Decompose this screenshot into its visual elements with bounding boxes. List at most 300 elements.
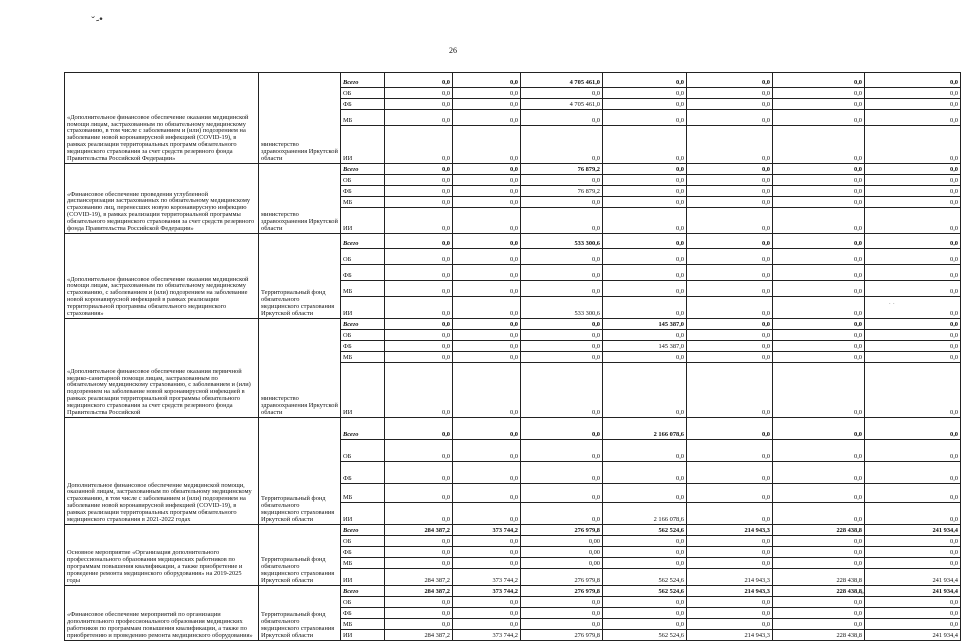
amount-cell: 228 438,8	[773, 569, 865, 586]
amount-cell: 214 943,3	[687, 569, 773, 586]
amount-cell: 0,0	[773, 547, 865, 558]
funding-source: МБ	[341, 352, 385, 363]
responsible-organization: министерство здравоохранения Иркутской области	[259, 73, 341, 164]
amount-cell: 0,0	[865, 503, 961, 525]
amount-cell: 0,0	[385, 265, 453, 281]
amount-cell: 0,0	[773, 330, 865, 341]
amount-cell: 0,0	[687, 536, 773, 547]
funding-source: ОБ	[341, 330, 385, 341]
amount-cell: 0,0	[773, 341, 865, 352]
table-row	[65, 164, 961, 175]
funding-source: ИИ	[341, 630, 385, 641]
amount-cell: 276 979,8	[521, 586, 603, 597]
amount-cell: 562 524,6	[603, 586, 687, 597]
amount-cell: 0,0	[385, 126, 453, 164]
amount-cell: 0,0	[687, 249, 773, 265]
amount-cell: 0,0	[773, 352, 865, 363]
amount-cell: 373 744,2	[453, 525, 521, 536]
amount-cell: 0,0	[385, 234, 453, 249]
funding-source: ИИ	[341, 363, 385, 418]
ink-mark: ˇ-•	[90, 12, 105, 28]
amount-cell: 241 934,4	[865, 586, 961, 597]
measure-description: «Дополнительное финансовое обеспечение оказания первичной медико-санитарной помощи лицам, застрахованным по обязательному медицинскому страхованию, с заболеванием и (или) подозрением на заболевание новой коронавирусной инфекцией в рамках реализации территориальной программы обязательного медицинского страхования за счет средств резервного фонда Правительства Российской	[65, 319, 259, 418]
amount-cell: 0,0	[687, 330, 773, 341]
amount-cell: 0,0	[687, 558, 773, 569]
amount-cell: 0,0	[865, 281, 961, 297]
amount-cell: 0,0	[773, 99, 865, 110]
amount-cell: 0,00	[521, 536, 603, 547]
amount-cell: 0,0	[453, 597, 521, 608]
amount-cell: 0,0	[865, 99, 961, 110]
amount-cell: 0,0	[773, 175, 865, 186]
funding-source: ИИ	[341, 297, 385, 319]
amount-cell: 0,0	[603, 619, 687, 630]
funding-source: ФБ	[341, 341, 385, 352]
amount-cell: 0,0	[687, 88, 773, 99]
amount-cell: 0,0	[453, 234, 521, 249]
funding-source: ОБ	[341, 88, 385, 99]
amount-cell: 0,0	[603, 608, 687, 619]
amount-cell: 0,0	[603, 440, 687, 462]
funding-source: ФБ	[341, 608, 385, 619]
amount-cell: 0,0	[773, 234, 865, 249]
amount-cell: 0,0	[773, 440, 865, 462]
amount-cell: 0,0	[521, 341, 603, 352]
amount-cell: 0,0	[521, 197, 603, 208]
funding-source: ФБ	[341, 265, 385, 281]
amount-cell: 0,0	[865, 608, 961, 619]
amount-cell: 0,0	[865, 249, 961, 265]
amount-cell: 0,0	[453, 547, 521, 558]
amount-cell: 228 438,8	[773, 630, 865, 641]
amount-cell: 533 300,6	[521, 234, 603, 249]
amount-cell: 0,0	[453, 418, 521, 440]
amount-cell: 0,0	[687, 608, 773, 619]
amount-cell: 373 744,2	[453, 630, 521, 641]
amount-cell: 0,0	[603, 186, 687, 197]
amount-cell: 0,0	[773, 363, 865, 418]
amount-cell: 0,0	[603, 558, 687, 569]
amount-cell: 0,0	[865, 319, 961, 330]
amount-cell: 0,0	[865, 126, 961, 164]
amount-cell: 0,0	[453, 281, 521, 297]
amount-cell: 0,0	[453, 175, 521, 186]
amount-cell: 0,0	[687, 418, 773, 440]
amount-cell: 0,0	[687, 99, 773, 110]
amount-cell: 0,0	[603, 164, 687, 175]
amount-cell: 0,0	[521, 126, 603, 164]
amount-cell: 145 387,0	[603, 341, 687, 352]
amount-cell: 0,0	[453, 558, 521, 569]
amount-cell: 0,00	[521, 558, 603, 569]
amount-cell: 0,0	[865, 418, 961, 440]
amount-cell: 0,0	[603, 484, 687, 503]
amount-cell: 0,0	[865, 208, 961, 234]
amount-cell: 0,0	[453, 363, 521, 418]
amount-cell: 0,0	[521, 418, 603, 440]
amount-cell: 0,0	[385, 208, 453, 234]
amount-cell: 76 879,2	[521, 164, 603, 175]
amount-cell: 0,0	[865, 297, 961, 319]
amount-cell: 0,0	[773, 503, 865, 525]
table-row	[65, 525, 961, 536]
responsible-organization: министерство здравоохранения Иркутской области	[259, 164, 341, 234]
amount-cell: 562 524,6	[603, 569, 687, 586]
amount-cell: 0,0	[385, 608, 453, 619]
amount-cell: 214 943,3	[687, 586, 773, 597]
funding-source: МБ	[341, 619, 385, 630]
table-row	[65, 418, 961, 440]
funding-source: МБ	[341, 558, 385, 569]
amount-cell: 0,0	[521, 249, 603, 265]
amount-cell: 373 744,2	[453, 586, 521, 597]
amount-cell: 0,0	[865, 265, 961, 281]
amount-cell: 0,0	[603, 597, 687, 608]
funding-source: ОБ	[341, 175, 385, 186]
amount-cell: 0,0	[521, 440, 603, 462]
amount-cell: 0,0	[865, 73, 961, 88]
amount-cell: 0,0	[521, 597, 603, 608]
amount-cell: 0,0	[687, 619, 773, 630]
amount-cell: 0,0	[687, 440, 773, 462]
amount-cell: 0,0	[865, 619, 961, 630]
amount-cell: 0,0	[687, 186, 773, 197]
amount-cell: 0,0	[603, 208, 687, 234]
funding-source: МБ	[341, 484, 385, 503]
amount-cell: 0,0	[865, 536, 961, 547]
amount-cell: 0,0	[603, 88, 687, 99]
amount-cell: 0,0	[687, 110, 773, 126]
amount-cell: 0,0	[865, 363, 961, 418]
amount-cell: 0,0	[385, 330, 453, 341]
funding-source: ИИ	[341, 126, 385, 164]
trailing-mark: ».	[861, 590, 866, 596]
amount-cell: 0,0	[521, 175, 603, 186]
amount-cell: 0,0	[385, 619, 453, 630]
funding-source: ИИ	[341, 569, 385, 586]
amount-cell: 0,0	[603, 175, 687, 186]
amount-cell: 0,0	[687, 547, 773, 558]
amount-cell: 0,0	[773, 536, 865, 547]
amount-cell: 284 387,2	[385, 569, 453, 586]
amount-cell: 0,0	[687, 164, 773, 175]
funding-source: МБ	[341, 281, 385, 297]
amount-cell: 0,0	[687, 73, 773, 88]
amount-cell: 0,0	[773, 164, 865, 175]
amount-cell: 0,0	[865, 175, 961, 186]
amount-cell: 0,0	[453, 110, 521, 126]
funding-source: ФБ	[341, 462, 385, 484]
amount-cell: 0,0	[687, 208, 773, 234]
table-row	[65, 586, 961, 597]
amount-cell: 276 979,8	[521, 525, 603, 536]
amount-cell: 0,0	[385, 418, 453, 440]
amount-cell: 0,0	[773, 418, 865, 440]
amount-cell: 0,0	[603, 330, 687, 341]
funding-source: Всего	[341, 319, 385, 330]
amount-cell: 284 387,2	[385, 586, 453, 597]
amount-cell: 0,0	[687, 197, 773, 208]
amount-cell: 0,0	[603, 99, 687, 110]
funding-source: Всего	[341, 73, 385, 88]
amount-cell: 241 934,4	[865, 525, 961, 536]
amount-cell: 0,0	[773, 73, 865, 88]
page-number: 26	[449, 46, 457, 55]
amount-cell: 0,0	[865, 352, 961, 363]
amount-cell: 0,0	[521, 281, 603, 297]
amount-cell: 214 943,3	[687, 525, 773, 536]
amount-cell: 0,0	[453, 352, 521, 363]
amount-cell: 533 300,6	[521, 297, 603, 319]
funding-source: Всего	[341, 164, 385, 175]
amount-cell: 0,0	[687, 462, 773, 484]
amount-cell: 0,0	[773, 319, 865, 330]
amount-cell: 0,0	[385, 558, 453, 569]
table-row	[65, 73, 961, 88]
amount-cell: 0,0	[687, 175, 773, 186]
amount-cell: 0,0	[385, 440, 453, 462]
amount-cell: 0,0	[453, 99, 521, 110]
amount-cell: 0,0	[865, 234, 961, 249]
amount-cell: 284 387,2	[385, 630, 453, 641]
amount-cell: 0,0	[385, 363, 453, 418]
amount-cell: 0,0	[385, 341, 453, 352]
amount-cell: 0,0	[773, 608, 865, 619]
amount-cell: 0,0	[385, 175, 453, 186]
amount-cell: 0,0	[773, 297, 865, 319]
amount-cell: 4 705 461,0	[521, 73, 603, 88]
amount-cell: 0,0	[453, 208, 521, 234]
amount-cell: 0,0	[687, 597, 773, 608]
amount-cell: 0,0	[385, 249, 453, 265]
amount-cell: 0,0	[603, 363, 687, 418]
amount-cell: 0,0	[453, 619, 521, 630]
amount-cell: 0,0	[865, 547, 961, 558]
amount-cell: 0,0	[521, 330, 603, 341]
amount-cell: 0,0	[453, 186, 521, 197]
amount-cell: 0,0	[385, 186, 453, 197]
amount-cell: 0,0	[453, 126, 521, 164]
amount-cell: 373 744,2	[453, 569, 521, 586]
funding-source: Всего	[341, 525, 385, 536]
amount-cell: 241 934,4	[865, 569, 961, 586]
amount-cell: 0,0	[603, 281, 687, 297]
amount-cell: 0,0	[865, 330, 961, 341]
funding-source: ОБ	[341, 536, 385, 547]
amount-cell: 0,0	[773, 110, 865, 126]
amount-cell: 0,0	[453, 297, 521, 319]
amount-cell: 0,0	[603, 265, 687, 281]
funding-source: МБ	[341, 197, 385, 208]
amount-cell: 0,0	[521, 352, 603, 363]
amount-cell: 0,0	[453, 536, 521, 547]
amount-cell: 0,0	[385, 197, 453, 208]
measure-description: «Финансовое обеспечение мероприятий по организации дополнительного профессионального образования медицинских работников по программам повышения квалификации, а также по приобретению и проведению ремонта медицинского оборудования»	[65, 586, 259, 641]
amount-cell: 0,0	[385, 88, 453, 99]
amount-cell: 0,0	[603, 126, 687, 164]
measure-description: Основное мероприятие «Организация дополнительного профессионального образования медицинских работников по программам повышения квалификации, а также приобретение и проведение ремонта медицинского оборудования» на 2019-2025 годы	[65, 525, 259, 586]
amount-cell: 0,0	[865, 110, 961, 126]
measure-description: «Дополнительное финансовое обеспечение оказания медицинской помощи лицам, застрахованным по обязательному медицинскому страхованию, в том числе с заболеванием и (или) подозрением на заболевание новой коронавирусной инфекцией (COVID-19), в рамках реализации территориальных программ обязательного медицинского страхования за счет средств резервного фонда Правительства Российской Федерации»	[65, 73, 259, 164]
amount-cell: 0,0	[521, 88, 603, 99]
amount-cell: 0,0	[385, 164, 453, 175]
amount-cell: 0,00	[521, 547, 603, 558]
amount-cell: 0,0	[521, 619, 603, 630]
amount-cell: 76 879,2	[521, 186, 603, 197]
amount-cell: 0,0	[453, 88, 521, 99]
responsible-organization: Территориальный фонд обязательного медицинского страхования Иркутской области	[259, 586, 341, 641]
amount-cell: 0,0	[773, 462, 865, 484]
amount-cell: 0,0	[385, 352, 453, 363]
amount-cell: 0,0	[773, 208, 865, 234]
amount-cell: 214 943,3	[687, 630, 773, 641]
amount-cell: 0,0	[521, 110, 603, 126]
funding-source: Всего	[341, 418, 385, 440]
amount-cell: 0,0	[687, 265, 773, 281]
amount-cell: 0,0	[453, 197, 521, 208]
amount-cell: 276 979,8	[521, 569, 603, 586]
amount-cell: 0,0	[521, 208, 603, 234]
amount-cell: 0,0	[385, 597, 453, 608]
amount-cell: 0,0	[865, 341, 961, 352]
amount-cell: 0,0	[453, 462, 521, 484]
table-row	[65, 319, 961, 330]
amount-cell: 0,0	[773, 126, 865, 164]
amount-cell: 0,0	[773, 281, 865, 297]
responsible-organization: Территориальный фонд обязательного медицинского страхования Иркутской области	[259, 234, 341, 319]
amount-cell: 0,0	[521, 484, 603, 503]
amount-cell: 0,0	[385, 503, 453, 525]
responsible-organization: министерство здравоохранения Иркутской области	[259, 319, 341, 418]
amount-cell: 0,0	[453, 341, 521, 352]
funding-source: ФБ	[341, 547, 385, 558]
funding-source: ФБ	[341, 99, 385, 110]
amount-cell: 228 438,8	[773, 586, 865, 597]
amount-cell: 0,0	[603, 297, 687, 319]
amount-cell: 0,0	[865, 164, 961, 175]
measure-description: Дополнительное финансовое обеспечение медицинской помощи, оказанной лицам, застрахованным по обязательному медицинскому страхованию, в том числе с заболеванием и (или) подозрением на заболевание новой коронавирусной инфекцией (COVID-19), в рамках реализации территориальных программ обязательного медицинского страхования в 2021-2022 годах	[65, 418, 259, 525]
amount-cell: 0,0	[603, 110, 687, 126]
amount-cell: 0,0	[865, 88, 961, 99]
responsible-organization: Территориальный фонд обязательного медицинского страхования Иркутской области	[259, 525, 341, 586]
amount-cell: 0,0	[603, 197, 687, 208]
amount-cell: 0,0	[773, 265, 865, 281]
amount-cell: 0,0	[453, 440, 521, 462]
amount-cell: 0,0	[773, 249, 865, 265]
amount-cell: 0,0	[687, 341, 773, 352]
amount-cell: 2 166 078,6	[603, 418, 687, 440]
amount-cell: 276 979,8	[521, 630, 603, 641]
amount-cell: 0,0	[603, 547, 687, 558]
measure-description: «Финансовое обеспечение проведения углубленной диспансеризации застрахованных по обязательному медицинскому страхованию лиц, перенесших новую коронавирусную инфекцию (COVID-19), в рамках реализации территориальной программы обязательного медицинского страхования за счет средств резервного фонда Правительства Российской Федерации»	[65, 164, 259, 234]
amount-cell: 0,0	[865, 558, 961, 569]
amount-cell: 0,0	[773, 186, 865, 197]
amount-cell: 0,0	[603, 234, 687, 249]
amount-cell: 0,0	[687, 234, 773, 249]
funding-source: Всего	[341, 586, 385, 597]
budget-table	[64, 72, 961, 641]
amount-cell: 0,0	[603, 352, 687, 363]
amount-cell: 0,0	[865, 186, 961, 197]
funding-source: Всего	[341, 234, 385, 249]
responsible-organization: Территориальный фонд обязательного медицинского страхования Иркутской области	[259, 418, 341, 525]
amount-cell: 284 387,2	[385, 525, 453, 536]
amount-cell: 0,0	[865, 462, 961, 484]
amount-cell: 0,0	[385, 73, 453, 88]
amount-cell: 0,0	[773, 197, 865, 208]
amount-cell: 0,0	[385, 484, 453, 503]
amount-cell: 0,0	[773, 88, 865, 99]
amount-cell: 0,0	[453, 503, 521, 525]
amount-cell: 0,0	[865, 484, 961, 503]
amount-cell: 0,0	[385, 319, 453, 330]
amount-cell: 0,0	[865, 597, 961, 608]
amount-cell: 0,0	[687, 297, 773, 319]
amount-cell: 0,0	[521, 608, 603, 619]
amount-cell: 0,0	[603, 249, 687, 265]
table-row	[65, 234, 961, 249]
amount-cell: 0,0	[521, 462, 603, 484]
amount-cell: 0,0	[687, 281, 773, 297]
funding-source: ОБ	[341, 597, 385, 608]
funding-source: ОБ	[341, 249, 385, 265]
amount-cell: 0,0	[521, 363, 603, 418]
measure-description: «Дополнительное финансовое обеспечение оказания медицинской помощи лицам, застрахованным по обязательному медицинскому страхованию, с заболеванием и (или) подозрением на заболевание новой коронавирусной инфекцией в рамках реализации территориальной программы обязательного медицинского страхования»	[65, 234, 259, 319]
funding-source: ФБ	[341, 186, 385, 197]
funding-source: ИИ	[341, 503, 385, 525]
amount-cell: 0,0	[687, 484, 773, 503]
amount-cell: 0,0	[603, 73, 687, 88]
amount-cell: 241 934,4	[865, 630, 961, 641]
amount-cell: 0,0	[453, 330, 521, 341]
funding-source: ОБ	[341, 440, 385, 462]
amount-cell: 0,0	[773, 558, 865, 569]
funding-source: МБ	[341, 110, 385, 126]
amount-cell: 0,0	[453, 164, 521, 175]
amount-cell: 0,0	[773, 597, 865, 608]
amount-cell: 0,0	[453, 319, 521, 330]
amount-cell: 2 166 078,6	[603, 503, 687, 525]
amount-cell: 0,0	[865, 440, 961, 462]
amount-cell: 0,0	[385, 536, 453, 547]
amount-cell: 0,0	[687, 363, 773, 418]
amount-cell: 0,0	[453, 484, 521, 503]
amount-cell: 0,0	[453, 249, 521, 265]
amount-cell: 0,0	[687, 503, 773, 525]
amount-cell: 562 524,6	[603, 525, 687, 536]
amount-cell: 0,0	[385, 110, 453, 126]
amount-cell: 0,0	[773, 484, 865, 503]
amount-cell: 0,0	[453, 608, 521, 619]
amount-cell: 228 438,8	[773, 525, 865, 536]
amount-cell: 0,0	[385, 99, 453, 110]
amount-cell: 0,0	[453, 265, 521, 281]
amount-cell: 0,0	[453, 73, 521, 88]
amount-cell: 0,0	[687, 352, 773, 363]
amount-cell: 0,0	[385, 547, 453, 558]
amount-cell: 0,0	[385, 297, 453, 319]
amount-cell: 145 387,0	[603, 319, 687, 330]
edge-mark: · ·	[888, 300, 895, 308]
amount-cell: 0,0	[865, 197, 961, 208]
amount-cell: 0,0	[385, 462, 453, 484]
amount-cell: 0,0	[687, 319, 773, 330]
amount-cell: 0,0	[773, 619, 865, 630]
amount-cell: 0,0	[687, 126, 773, 164]
amount-cell: 0,0	[521, 265, 603, 281]
amount-cell: 0,0	[521, 319, 603, 330]
amount-cell: 0,0	[385, 281, 453, 297]
